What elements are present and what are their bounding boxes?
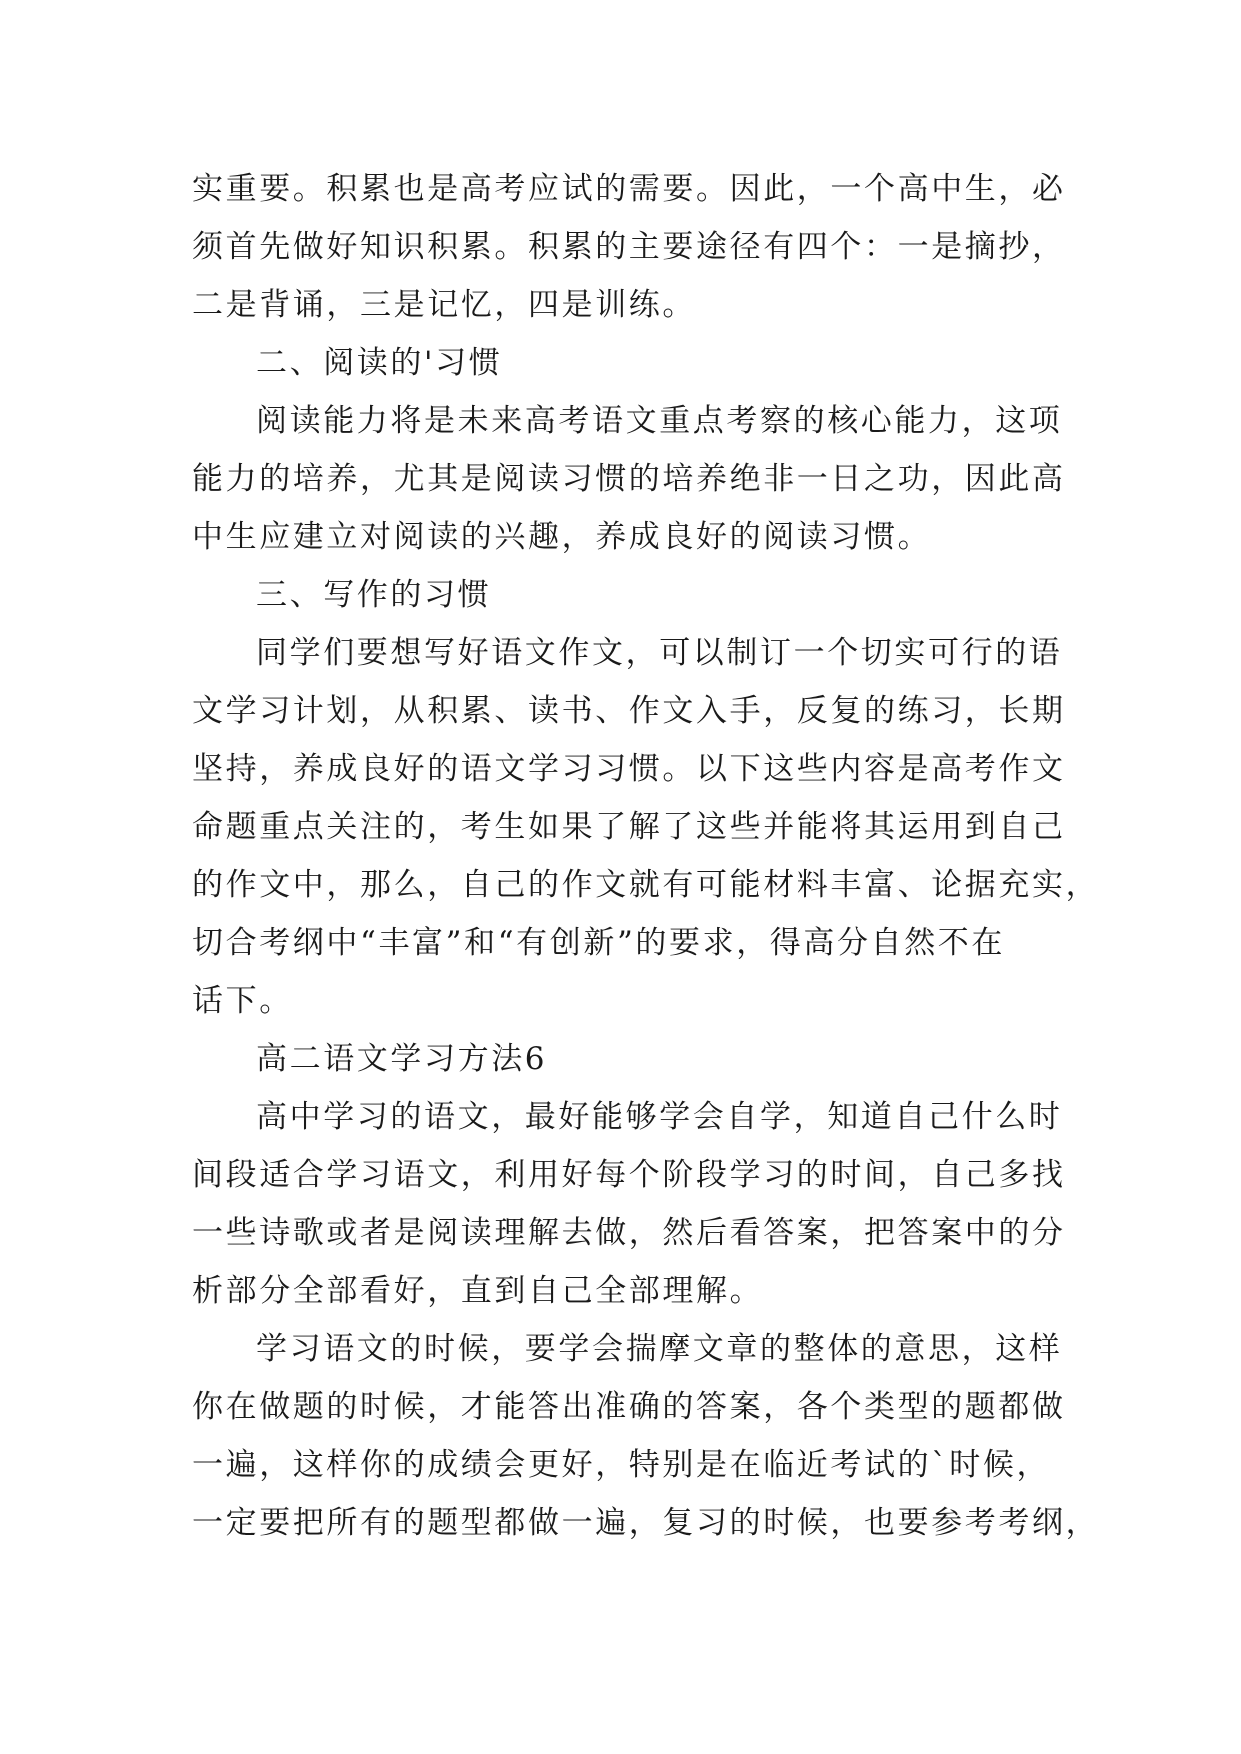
body-line: 你在做题的时候，才能答出准确的答案，各个类型的题都做 bbox=[192, 1389, 1066, 1425]
body-line: 一定要把所有的题型都做一遍，复习的时候，也要参考考纲， bbox=[192, 1505, 1100, 1541]
document-body bbox=[192, 160, 1100, 1552]
body-line: 命题重点关注的，考生如果了解了这些并能将其运用到自己 bbox=[192, 809, 1066, 845]
body-line: 实重要。积累也是高考应试的需要。因此，一个高中生，必 bbox=[192, 171, 1066, 207]
body-line: 的作文中，那么，自己的作文就有可能材料丰富、论据充实， bbox=[192, 867, 1100, 903]
body-line: 中生应建立对阅读的兴趣，养成良好的阅读习惯。 bbox=[192, 519, 932, 555]
body-line: 话下。 bbox=[192, 983, 293, 1019]
paragraph-start-line: 学习语文的时候，要学会揣摩文章的整体的意思，这样 bbox=[256, 1331, 1063, 1367]
body-line: 切合考纲中“丰富”和“有创新”的要求，得高分自然不在 bbox=[192, 925, 1005, 961]
body-line: 一遍，这样你的成绩会更好，特别是在临近考试的`时候， bbox=[192, 1447, 1051, 1483]
body-line: 间段适合学习语文，利用好每个阶段学习的时间，自己多找 bbox=[192, 1157, 1066, 1193]
section-heading: 三、写作的习惯 bbox=[256, 577, 492, 613]
body-line: 析部分全部看好，直到自己全部理解。 bbox=[192, 1273, 764, 1309]
paragraph-start-line: 同学们要想写好语文作文，可以制订一个切实可行的语 bbox=[256, 635, 1063, 671]
section-heading: 高二语文学习方法6 bbox=[256, 1041, 548, 1077]
body-line: 坚持，养成良好的语文学习习惯。以下这些内容是高考作文 bbox=[192, 751, 1066, 787]
body-line: 二是背诵，三是记忆，四是训练。 bbox=[192, 287, 696, 323]
body-line: 一些诗歌或者是阅读理解去做，然后看答案，把答案中的分 bbox=[192, 1215, 1066, 1251]
body-line: 能力的培养，尤其是阅读习惯的培养绝非一日之功，因此高 bbox=[192, 461, 1066, 497]
body-line: 文学习计划，从积累、读书、作文入手，反复的练习，长期 bbox=[192, 693, 1066, 729]
paragraph-start-line: 阅读能力将是未来高考语文重点考察的核心能力，这项 bbox=[256, 403, 1063, 439]
paragraph-start-line: 高中学习的语文，最好能够学会自学，知道自己什么时 bbox=[256, 1099, 1063, 1135]
section-heading: 二、阅读的'习惯 bbox=[256, 345, 503, 381]
body-line: 须首先做好知识积累。积累的主要途径有四个：一是摘抄， bbox=[192, 229, 1066, 265]
